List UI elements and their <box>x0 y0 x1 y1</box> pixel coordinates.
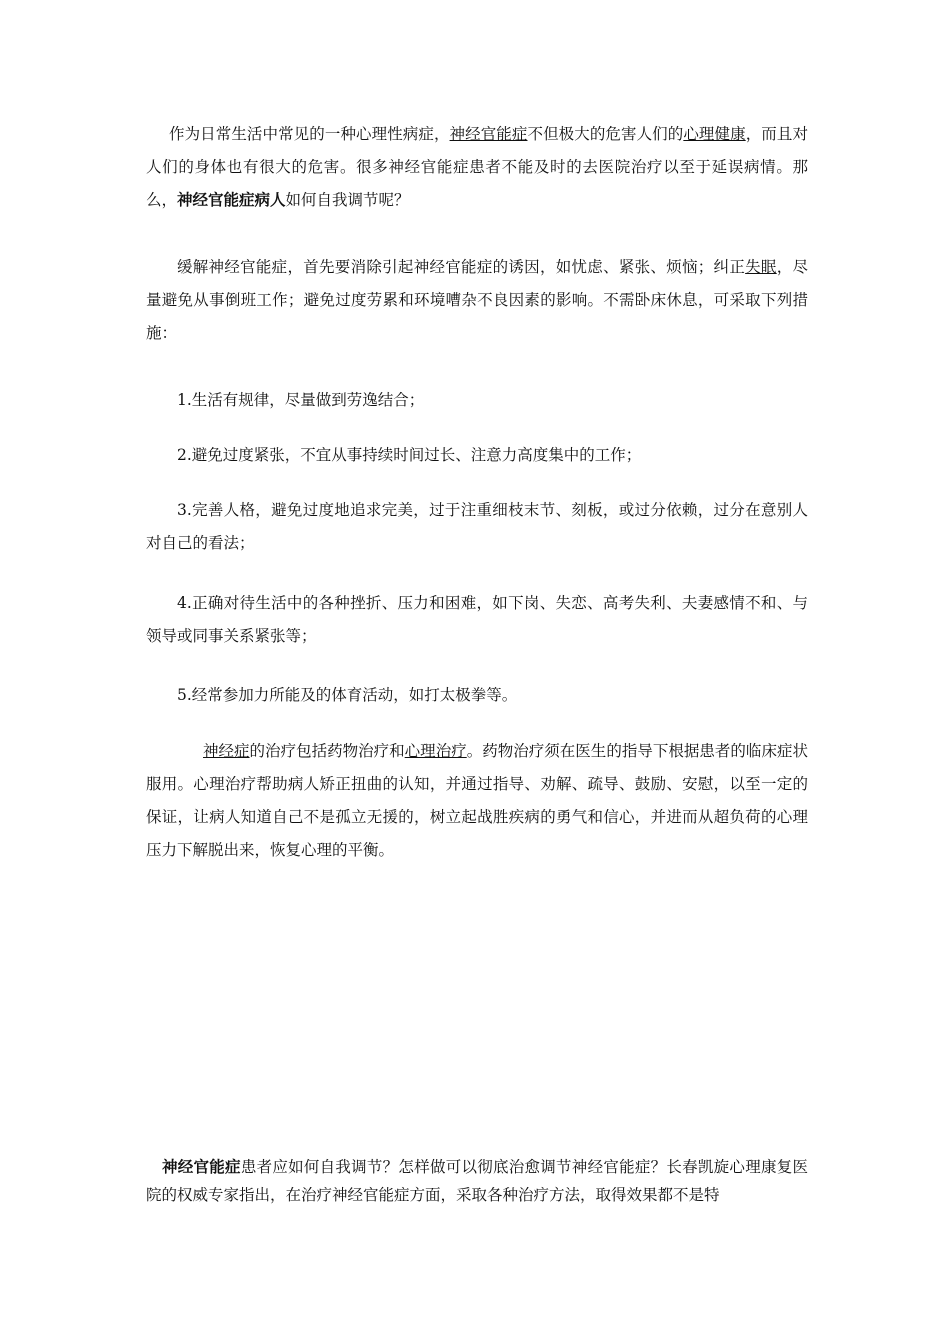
bold-keyword: 神经官能症病人 <box>177 191 286 209</box>
link-neurosis[interactable]: 神经官能症 <box>449 125 528 143</box>
list-item: 3.完善人格，避免过度地追求完美，过于注重细枝末节、刻板，或过分依赖，过分在意别人对自己的看法； <box>146 501 808 552</box>
list-item: 2.避免过度紧张，不宜从事持续时间过长、注意力高度集中的工作； <box>177 446 642 464</box>
list-item: 5.经常参加力所能及的体育活动，如打太极拳等。 <box>177 686 518 704</box>
relief-paragraph <box>146 251 808 350</box>
intro-text: 作为日常生活中常见的一种心理性病症， <box>169 125 450 143</box>
treatment-text: 的治疗包括药物治疗和 <box>249 742 405 760</box>
bold-keyword: 神经官能症 <box>162 1158 241 1176</box>
relief-text: 缓解神经官能症，首先要消除引起神经官能症的诱因，如忧虑、紧张、烦恼；纠正 <box>177 258 746 276</box>
closing-paragraph <box>146 1153 808 1209</box>
intro-text: 不但极大的危害人们的 <box>527 125 684 143</box>
link-insomnia[interactable]: 失眠 <box>745 258 777 276</box>
relief-text: ，尽量避免从事倒班工作；避免过度劳累和环境嘈杂不良因素的影响。不需卧床休息，可采取下列措施： <box>146 258 808 342</box>
intro-text: 如何自我调节呢？ <box>285 191 410 209</box>
link-psychotherapy[interactable]: 心理治疗 <box>404 742 467 760</box>
closing-text: 患者应如何自我调节？怎样做可以彻底治愈调节神经官能症？长春凯旋心理康复医院的权威专家指出，在治疗神经官能症方面，采取各种治疗方法，取得效果都不是特 <box>146 1158 808 1204</box>
list-item: 1.生活有规律，尽量做到劳逸结合； <box>177 391 425 409</box>
link-mental-health[interactable]: 心理健康 <box>683 125 746 143</box>
treatment-text: 。药物治疗须在医生的指导下根据患者的临床症状服用。心理治疗帮助病人矫正扭曲的认知，并通过指导、劝解、疏导、鼓励、安慰，以至一定的保证，让病人知道自己不是孤立无援的，树立起战胜疾病的勇气和信心，并进而从超负荷的心理压力下解脱出来，恢复心理的平衡。 <box>146 742 808 859</box>
link-neurosis-short[interactable]: 神经症 <box>203 742 250 760</box>
intro-paragraph <box>146 118 808 217</box>
intro-text: ，而且对人们的身体也有很大的危害。很多神经官能症患者不能及时的去医院治疗以至于延误病情。那么， <box>146 125 808 209</box>
list-item: 4.正确对待生活中的各种挫折、压力和困难，如下岗、失恋、高考失利、夫妻感情不和、与领导或同事关系紧张等； <box>146 594 808 645</box>
treatment-paragraph <box>146 735 808 867</box>
